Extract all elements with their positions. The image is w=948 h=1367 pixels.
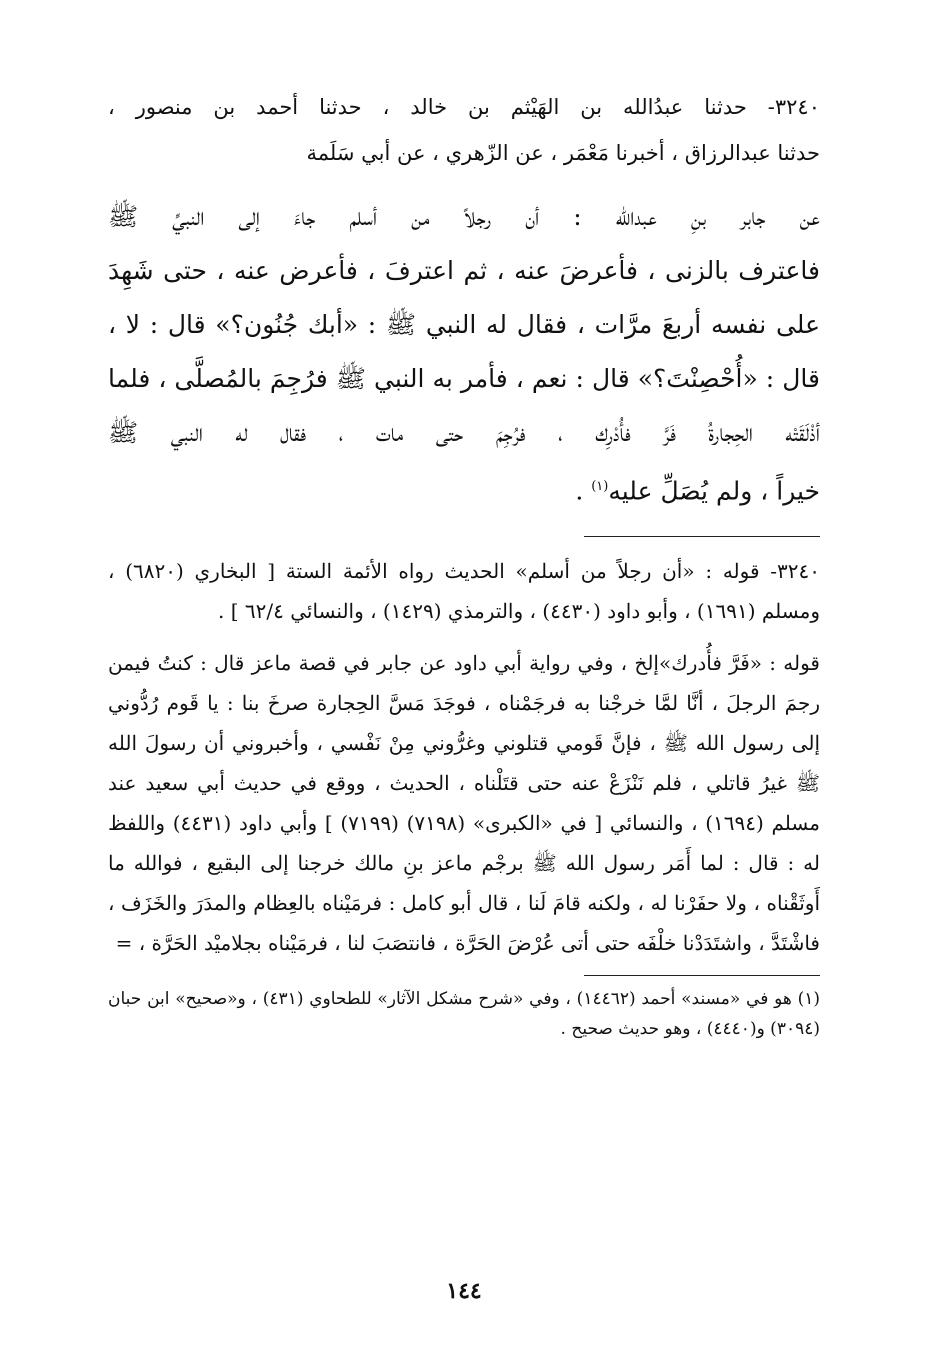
separator-rule	[584, 536, 820, 537]
commentary-paragraph-2: قوله : «فَرَّ فأُدرك»إلخ ، وفي رواية أبي داود عن جابر في قصة ماعز قال : كنتُ فيمن رجمَ الرجلَ ، أنَّا لمَّا خرجْنا به فرجَمْناه ، فوجَدَ مَسَّ الحِجارة صرخَ بنا : يا قَوم رُدُّوني إلى رسول الله ﷺ ، فإنَّ قَومي قتلوني وغرُّوني مِنْ نَفْسي ، وأخبروني أن رسولَ الله ﷺ غيرُ قاتلي ، فلم نَنْزَعْ عنه حتى قتَلْناه ، الحديث ، ووقع في حديث أبي سعيد عند مسلم (١٦٩٤) ، والنسائي [ في «الكبرى» (٧١٩٨) (٧١٩٩) ] وأبي داود (٤٤٣١) واللفظ له : قال : لما أَمَر رسول الله ﷺ برجْم ماعز بنِ مالك خرجنا إلى البقيع ، فوالله ما أَوثَقْناه ، ولا حفَرْنا له ، ولكنه قامَ لَنا ، قال أبو كامل : فرمَيْناه بالعِظام والمدَرَ والخَزَف ، فاشْتَدَّ ، واشتَدَدْنا خلْفَه حتى أتى عُرْضَ الحَرَّة ، فانتصَبَ لنا ، فرمَيْناه بجلاميْد الحَرَّة ، =	[108, 651, 820, 956]
footnote-rule	[584, 975, 820, 976]
hadith-matn	[108, 190, 820, 518]
matn-line-5: أذْلَقَتْه الحِجارةُ فَرَّ فأُدْرِك ، فرُجِمَ حتى مات ، فقال له النبي ﷺ	[108, 418, 820, 447]
matn-line-1: عن جابر بنِ عبدالله : أن رجلاً من أسلم جاءَ إلى النبيِّ ﷺ	[108, 202, 820, 231]
isnad-line-1: ٣٢٤٠- حدثنا عبدُالله بن الهَيْثم بن خالد ، حدثنا أحمد بن منصور ،	[108, 95, 820, 119]
matn-line-6	[108, 460, 820, 518]
footnote: (١) هو في «مسند» أحمد (١٤٤٦٢) ، وفي «شرح مشكل الآثار» للطحاوي (٤٣١) ، و«صحيح» ابن حبان (٣٠٩٤) و(٤٤٤٠) ، وهو حديث صحيح .	[108, 989, 821, 1040]
hadith-isnad	[108, 84, 820, 176]
matn-line-3: على نفسه أربعَ مرَّات ، فقال له النبي ﷺ : «أبك جُنُون؟» قال : لا ،	[108, 310, 820, 339]
isnad-line-2: حدثنا عبدالرزاق ، أخبرنا مَعْمَر ، عن الزّهري ، عن أبي سَلَمة	[306, 141, 820, 165]
page-number: ١٤٤	[446, 1278, 482, 1304]
matn-last-text: خيراً ، ولم يُصَلِّ عليه	[608, 476, 820, 506]
matn-end: .	[575, 476, 592, 506]
commentary-section	[108, 551, 820, 963]
commentary-paragraph-1: ٣٢٤٠- قوله : «أن رجلاً من أسلم» الحديث رواه الأئمة الستة [ البخاري (٦٨٢٠) ، ومسلم (١٦٩١) ، وأبو داود (٤٤٣٠) ، والترمذي (١٤٢٩) ، والنسائي ٦٢/٤ ] .	[108, 559, 820, 624]
book-page	[108, 84, 820, 1324]
matn-line-4: قال : «أُحْصِنْتَ؟» قال : نعم ، فأمر به النبي ﷺ فرُجِمَ بالمُصلَّى ، فلما	[108, 364, 820, 393]
matn-line-2: فاعترف بالزنى ، فأعرضَ عنه ، ثم اعترفَ ، فأعرض عنه ، حتى شَهِدَ	[108, 256, 820, 285]
footnote-marker[interactable]: (١)	[591, 479, 609, 494]
